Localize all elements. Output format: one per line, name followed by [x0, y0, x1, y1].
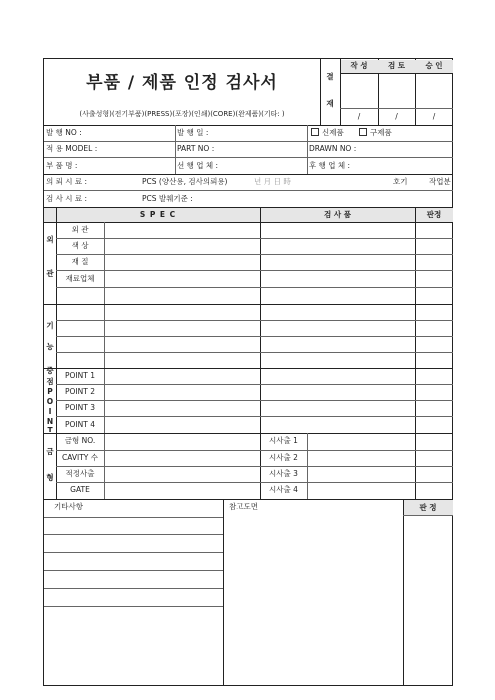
work-part-label: 작업분: [429, 177, 451, 186]
issue-date-field[interactable]: 발 행 일 :: [177, 128, 209, 137]
checkbox-icon: [311, 128, 319, 136]
approval-label-1: 결: [326, 72, 334, 81]
point-row-1: POINT 1: [65, 371, 95, 380]
point-row-3: POINT 3: [65, 403, 95, 412]
point-row-4: POINT 4: [65, 420, 95, 429]
point-label-6: N: [46, 417, 54, 426]
form-subtitle: (사출성형)(전기부품)(PRESS)(포장)(인쇄)(CORE)(완제품)(기타: ): [79, 110, 285, 118]
inspection-form: [43, 58, 453, 686]
part-name-field[interactable]: 부 품 명 :: [46, 161, 78, 170]
pcs-sampling-label: PCS 발췌기준 :: [142, 194, 193, 203]
spec-row-supplier: 재료업체: [65, 274, 95, 283]
spec-header: S P E C: [139, 210, 177, 219]
approval-col-approver: 승 인: [425, 61, 443, 70]
point-row-2: POINT 2: [65, 387, 95, 396]
trial-row-2: 시사출 2: [269, 453, 298, 462]
approval-label-2: 재: [326, 99, 334, 108]
point-label-4: O: [46, 397, 54, 406]
judge-header: 판정: [426, 210, 442, 219]
approval-col-reviewer: 검 토: [387, 61, 406, 70]
point-label-3: P: [47, 387, 53, 396]
appearance-label-2: 관: [46, 269, 54, 278]
approval-date-2[interactable]: /: [395, 112, 398, 121]
follow-company-field[interactable]: 후 행 업 체 :: [309, 161, 351, 170]
approval-col-writer: 작 성: [350, 61, 368, 70]
mold-label-1: 금: [46, 447, 54, 456]
function-label-1: 기: [46, 321, 54, 330]
trial-row-4: 시사출 4: [269, 485, 298, 494]
checkbox-icon: [359, 128, 367, 136]
new-product-checkbox[interactable]: 신제품: [311, 128, 344, 138]
mold-row-cavity: CAVITY 수: [61, 453, 99, 462]
trial-row-1: 시사출 1: [269, 436, 298, 445]
point-label-2: 점: [46, 377, 54, 386]
footer-judge-label: 판 정: [419, 503, 437, 512]
model-field[interactable]: 적 용 MODEL :: [46, 144, 98, 153]
inspect-sample-field[interactable]: 검 사 시 료 :: [46, 194, 88, 203]
old-product-checkbox[interactable]: 구제품: [359, 128, 392, 138]
appearance-label-1: 외: [46, 235, 54, 244]
date-placeholder[interactable]: 년 月 日 時: [254, 177, 291, 186]
spec-row-material: 재 질: [71, 257, 89, 266]
form-title: 부품 / 제품 인정 검사서: [86, 73, 278, 93]
sample-header: 검 사 품: [324, 210, 351, 219]
point-label-7: T: [47, 426, 53, 432]
spec-row-appearance: 외 관: [71, 225, 89, 234]
mold-row-injection: 적정사출: [65, 469, 95, 478]
mold-row-gate: GATE: [70, 485, 90, 494]
point-label-1: 중: [46, 366, 54, 375]
pcs-request-label: PCS (양산용, 검사의뢰용): [142, 177, 228, 186]
issue-no-field[interactable]: 발 행 NO :: [46, 128, 82, 137]
part-no-field[interactable]: PART NO :: [177, 144, 215, 153]
others-label: 기타사항: [54, 502, 83, 511]
trial-row-3: 시사출 3: [269, 469, 298, 478]
mold-row-no: 금형 NO.: [64, 436, 96, 445]
approval-date-3[interactable]: /: [432, 112, 436, 121]
point-label-5: I: [48, 407, 52, 416]
reference-drawing-label: 참고도면: [229, 502, 258, 511]
shift-label: 호기: [393, 177, 408, 186]
request-sample-field[interactable]: 의 뢰 시 료 :: [46, 177, 88, 186]
spec-row-color: 색 상: [71, 241, 89, 250]
approval-date-1[interactable]: /: [357, 112, 361, 121]
drawn-no-field[interactable]: DRAWN NO :: [309, 144, 357, 153]
mold-label-2: 형: [46, 473, 54, 482]
function-label-2: 능: [46, 342, 54, 351]
prior-company-field[interactable]: 선 행 업 체 :: [177, 161, 219, 170]
